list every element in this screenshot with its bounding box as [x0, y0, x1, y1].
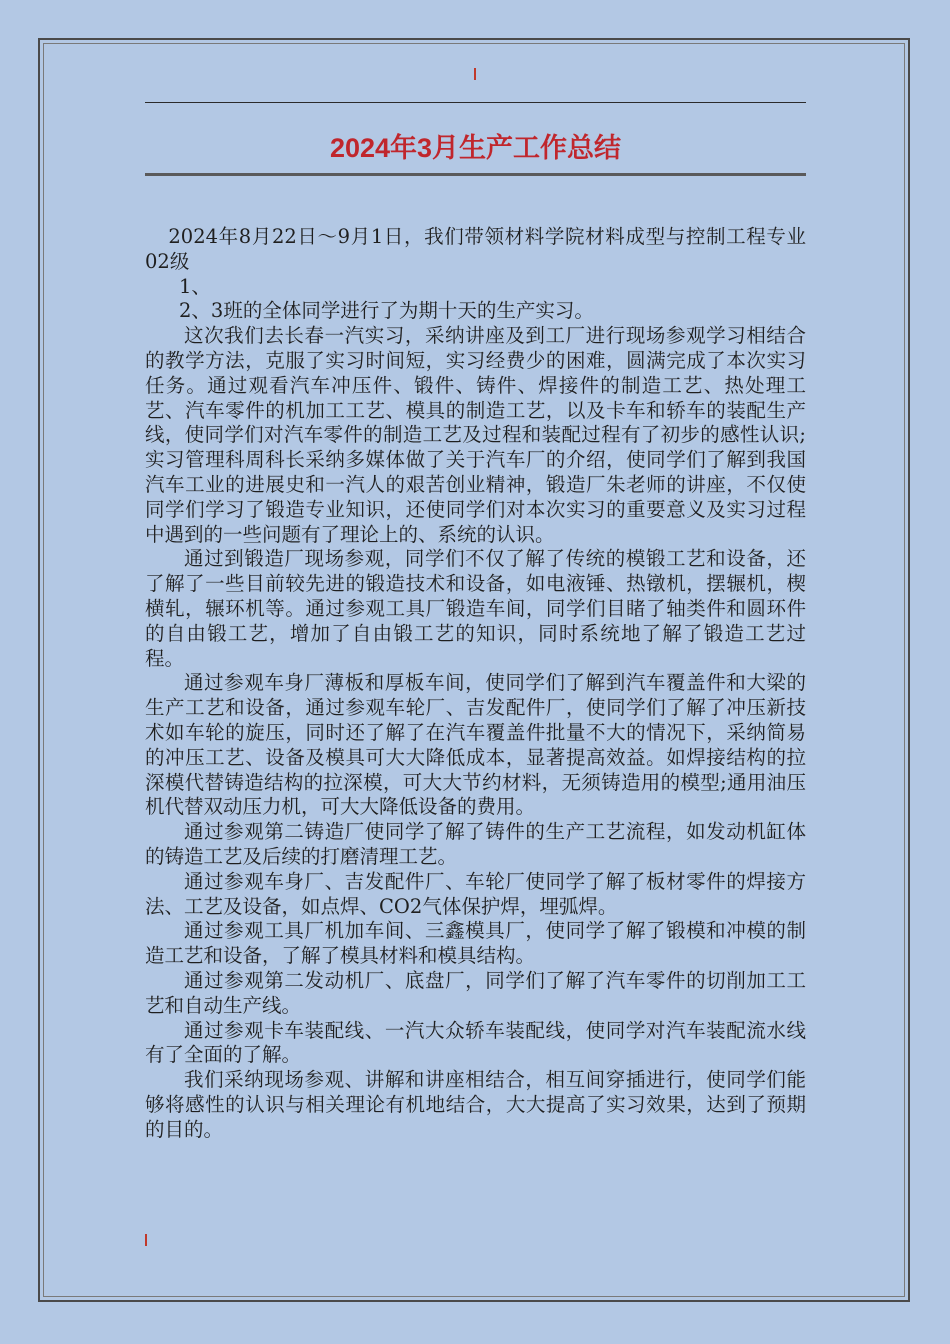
- paragraph-welding: 通过参观车身厂、吉发配件厂、车轮厂使同学了解了板材零件的焊接方法、工艺及设备，如点焊、CO2气体保护焊，埋弧焊。: [145, 869, 806, 918]
- paragraph-molds: 通过参观工具厂机加车间、三鑫模具厂，使同学了解了锻模和冲模的制造工艺和设备，了解了模具材料和模具结构。: [145, 919, 806, 968]
- header-rule: [145, 102, 806, 103]
- paragraph-lectures: 这次我们去长春一汽实习，采纳讲座及到工厂进行现场参观学习相结合的教学方法，克服了实习时间短，实习经费少的困难，圆满完成了本次实习任务。通过观看汽车冲压件、锻件、铸件、焊接件的制造工艺、热处理工艺、汽车零件的机加工工艺、模具的制造工艺，以及卡车和轿车的装配生产线，使同学们对汽车零件的制造工艺及过程和装配过程有了初步的感性认识;实习管理科周科长采纳多媒体做了关于汽车厂的介绍，使同学们了解到我国汽车工业的进展史和一汽人的艰苦创业精神，锻造厂朱老师的讲座，不仅使同学们学习了锻造专业知识，还使同学们对本次实习的重要意义及实习过程中遇到的一些问题有了理论上的、系统的认识。: [145, 324, 806, 546]
- document-title: 2024年3月生产工作总结: [329, 133, 622, 163]
- paragraph-assembly: 通过参观卡车装配线、一汽大众轿车装配线，使同学对汽车装配流水线有了全面的了解。: [145, 1018, 806, 1067]
- paragraph-forging: 通过到锻造厂现场参观，同学们不仅了解了传统的模锻工艺和设备，还了解了一些目前较先进的锻造技术和设备，如电液锤、热镦机，摆辗机，楔横轧，辗环机等。通过参观工具厂锻造车间，同学们目睹了轴类件和圆环件的自由锻工艺，增加了自由锻工艺的知识，同时系统地了解了锻造工艺过程。: [145, 547, 806, 670]
- paragraph-conclusion: 我们采纳现场参观、讲解和讲座相结合，相互间穿插进行，使同学们能够将感性的认识与相关理论有机地结合，大大提高了实习效果，达到了预期的目的。: [145, 1068, 806, 1141]
- paragraph-intro: 2024年8月22日～9月1日，我们带领材料学院材料成型与控制工程专业02级: [145, 225, 806, 273]
- document-body: [145, 225, 806, 1142]
- paragraph-stamping: 通过参观车身厂薄板和厚板车间，使同学们了解到汽车覆盖件和大梁的生产工艺和设备，通过参观车轮厂、吉发配件厂，使同学们了解了冲压新技术如车轮的旋压，同时还了解了在汽车覆盖件批量不大的情况下，采纳简易的冲压工艺、设备及模具可大大降低成本，显著提高效益。如焊接结构的拉深模代替铸造结构的拉深模，可大大节约材料，无须铸造用的模型;通用油压机代替双动压力机，可大大降低设备的费用。: [145, 671, 806, 819]
- paragraph-item-1: 1、: [179, 274, 211, 298]
- header-mark: [474, 68, 476, 80]
- title-underline: [145, 173, 806, 176]
- paragraph-casting: 通过参观第二铸造厂使同学了解了铸件的生产工艺流程，如发动机缸体的铸造工艺及后续的打磨清理工艺。: [145, 820, 806, 868]
- paragraph-machining: 通过参观第二发动机厂、底盘厂，同学们了解了汽车零件的切削加工工艺和自动生产线。: [145, 968, 806, 1017]
- paragraph-item-2: 2、3班的全体同学进行了为期十天的生产实习。: [179, 299, 594, 323]
- footer-mark: [145, 1234, 147, 1246]
